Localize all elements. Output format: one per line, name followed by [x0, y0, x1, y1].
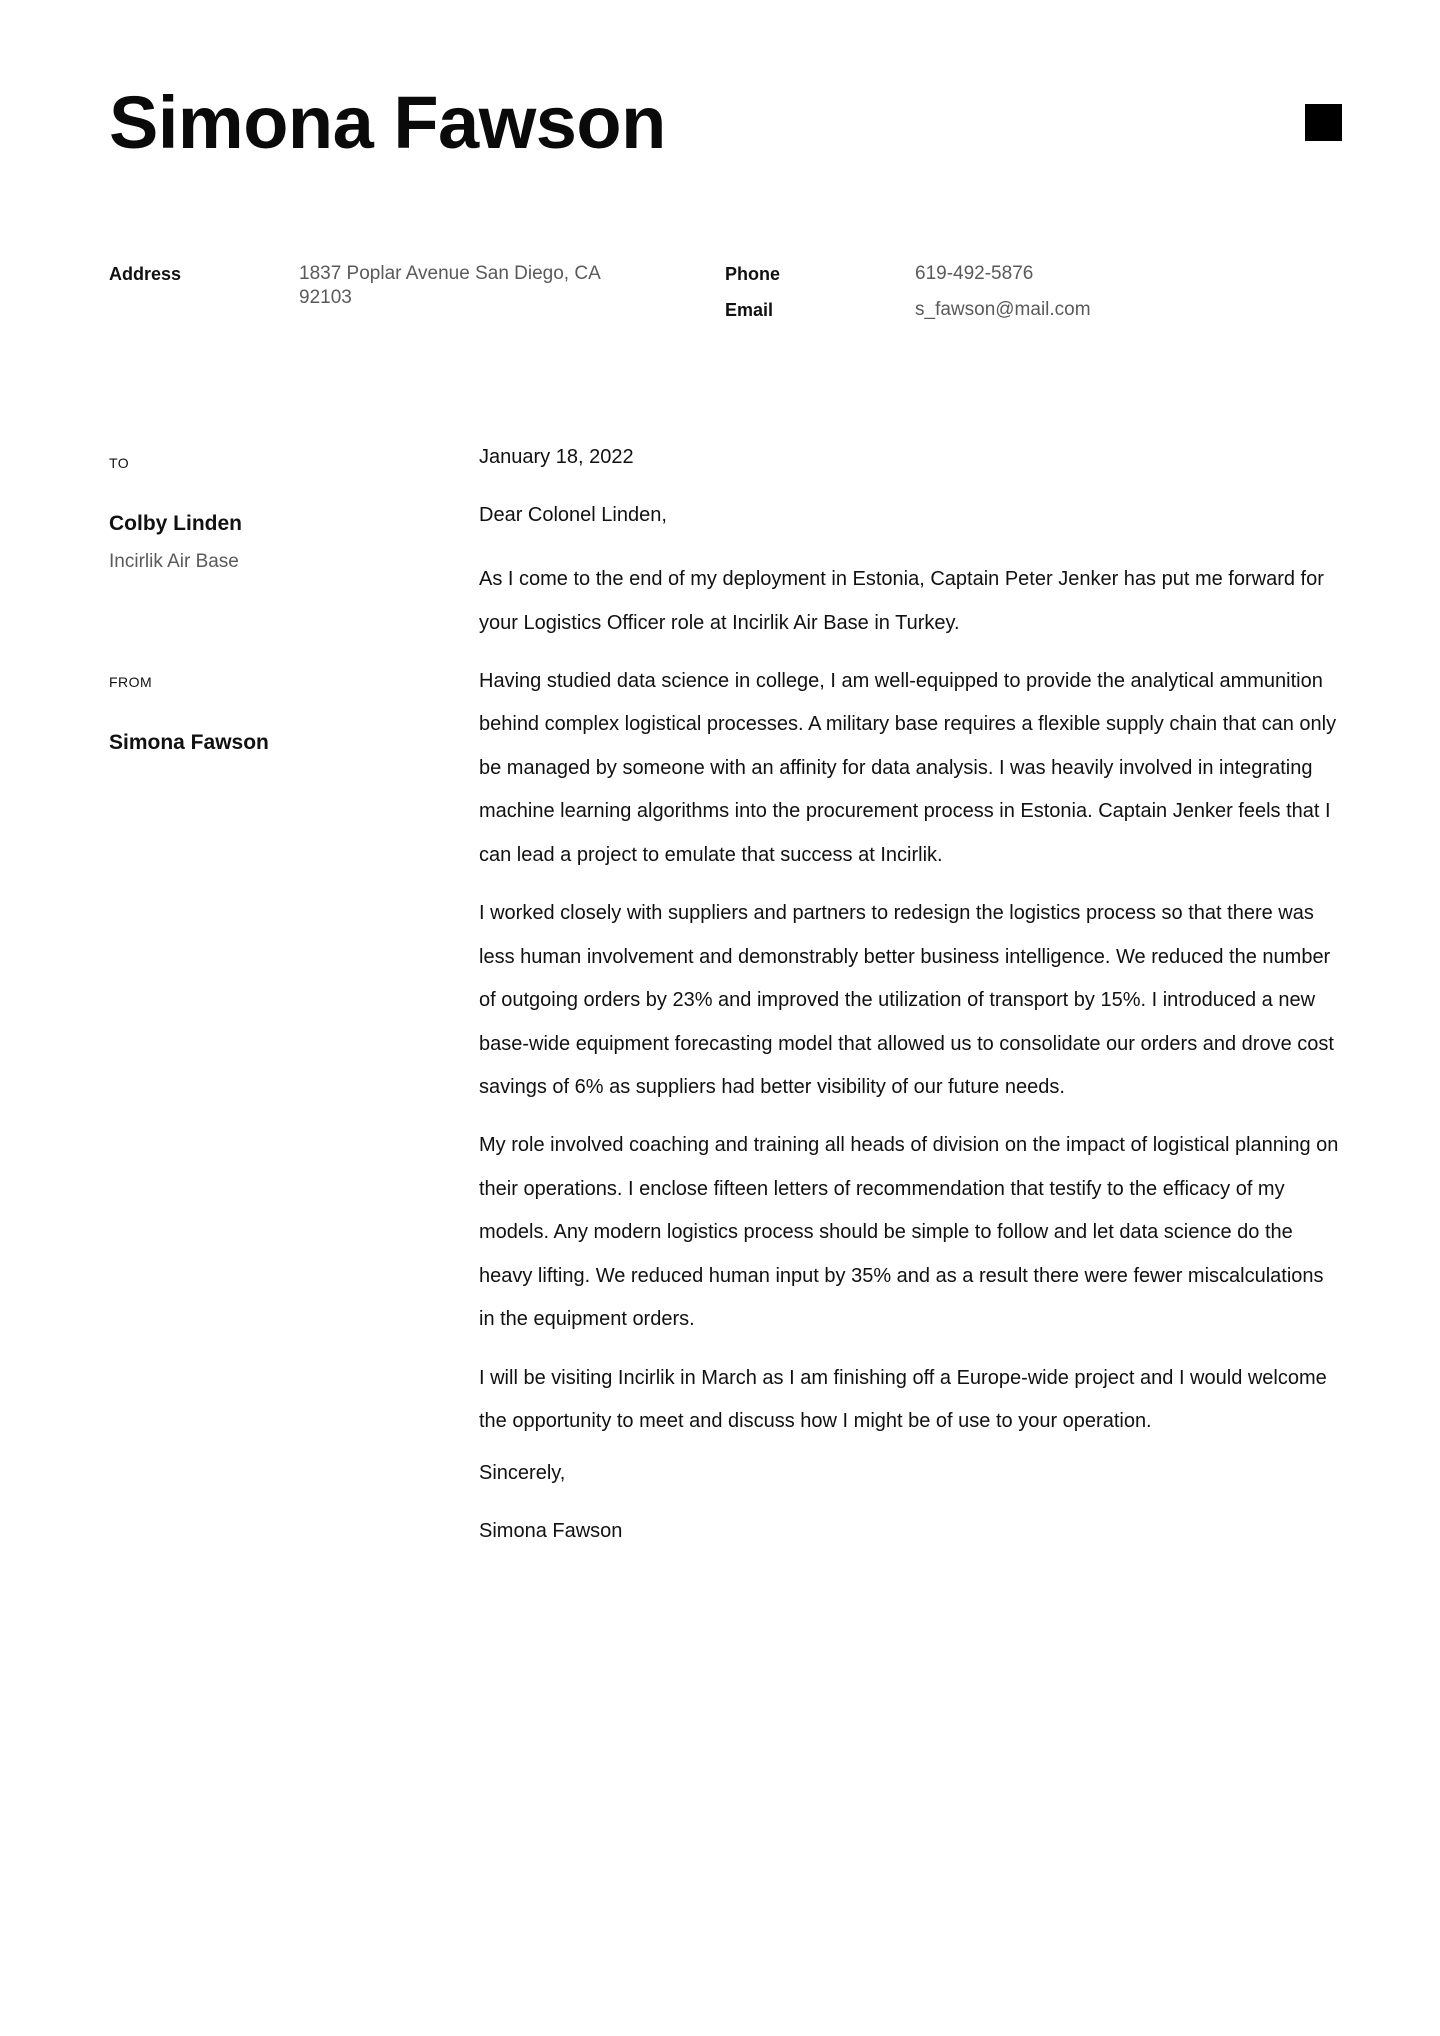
- address-label: Address: [109, 264, 182, 284]
- letter-paragraph: My role involved coaching and training all heads of division on the impact of logistical planning on their operations. I enclose fifteen letters of recommendation that testify to the efficacy of my models. Any modern logistics process should be simple to follow and let data science do the heavy lifting. We reduced human input by 35% and as a result there were fewer miscalculations in the equipment orders.: [479, 1134, 1339, 1331]
- recipient-name: Colby Linden: [109, 512, 242, 535]
- letter-date: January 18, 2022: [479, 446, 634, 468]
- sender-label: FROM: [109, 674, 153, 690]
- phone-value: 619-492-5876: [915, 263, 1034, 284]
- phone-label: Phone: [725, 264, 781, 284]
- email-value: s_fawson@mail.com: [915, 299, 1091, 320]
- letter-paragraph: I will be visiting Incirlik in March as I am finishing off a Europe-wide project and I would welcome the opportunity to meet and discuss how I might be of use to your operation.: [479, 1366, 1327, 1433]
- sender-name: Simona Fawson: [109, 731, 269, 754]
- letter-salutation: Dear Colonel Linden,: [479, 504, 667, 526]
- letter-paragraph: Having studied data science in college, I am well-equipped to provide the analytical ammunition behind complex logistical processes. A military base requires a flexible supply chain that can only be managed by someone with an affinity for data analysis. I was heavily involved in integrating machine learning algorithms into the procurement process in Estonia. Captain Jenker feels that I can lead a project to emulate that success at Incirlik.: [479, 669, 1337, 866]
- address-line-1: 1837 Poplar Avenue San Diego, CA: [299, 263, 601, 284]
- letter-body: [479, 442, 1343, 1574]
- letter-paragraph: As I come to the end of my deployment in Estonia, Captain Peter Jenker has put me forward for your Logistics Officer role at Incirlik Air Base in Turkey.: [479, 568, 1324, 634]
- email-label: Email: [725, 300, 774, 320]
- recipient-organization: Incirlik Air Base: [109, 551, 239, 572]
- recipient-label: TO: [109, 455, 130, 471]
- address-line-2: 92103: [299, 287, 352, 308]
- letter-paragraph: I worked closely with suppliers and partners to redesign the logistics process so that there was less human involvement and demonstrably better business intelligence. We reduced the number of outgoing orders by 23% and improved the utilization of transport by 15%. I introduced a new base-wide equipment forecasting model that allowed us to consolidate our orders and drove cost savings of 6% as suppliers had better visibility of our future needs.: [479, 902, 1334, 1099]
- letter-signature: Simona Fawson: [479, 1520, 623, 1543]
- letter-closing: Sincerely,: [479, 1462, 566, 1485]
- page-title: Simona Fawson: [109, 81, 666, 164]
- decorative-square-icon: [1305, 104, 1342, 141]
